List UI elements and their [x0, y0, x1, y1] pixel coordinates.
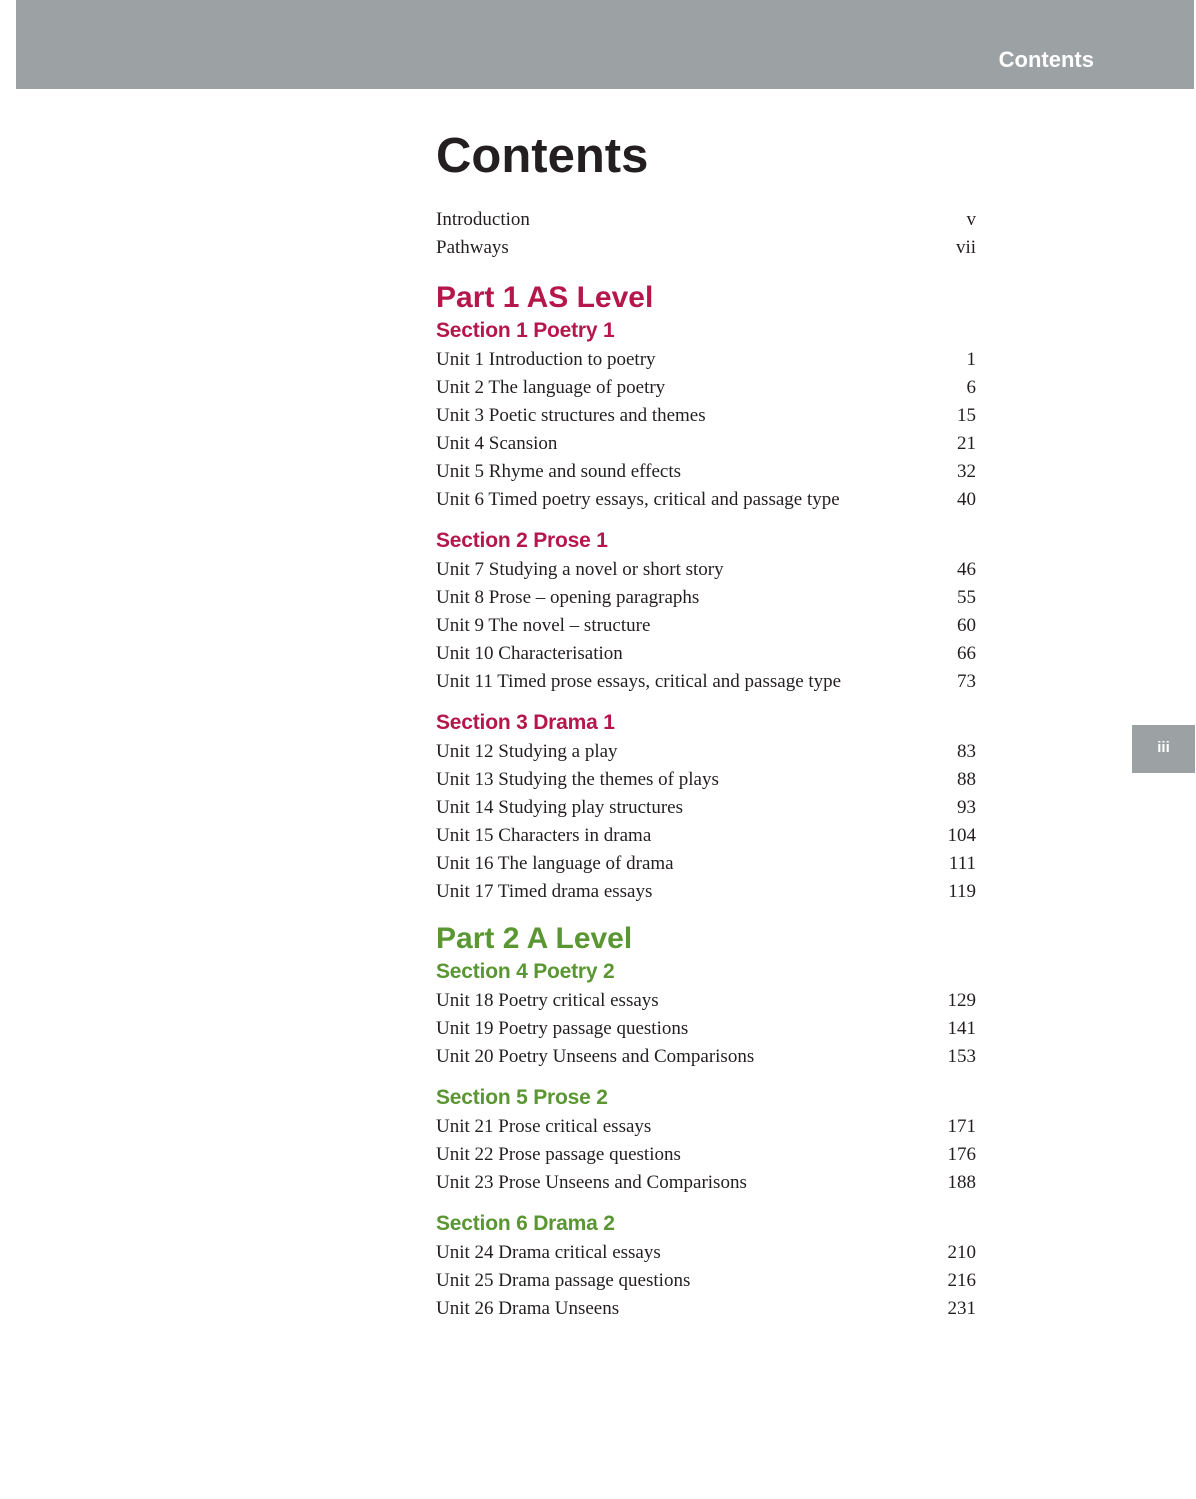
toc-entry-label: Unit 3 Poetic structures and themes — [436, 405, 706, 426]
unit-list — [436, 346, 976, 514]
toc-entry-page: 111 — [948, 853, 976, 874]
toc-entry-label: Unit 14 Studying play structures — [436, 797, 683, 818]
toc-entry-label: Unit 9 The novel – structure — [436, 615, 651, 636]
toc-entry[interactable] — [436, 234, 976, 262]
toc-entry-label: Unit 16 The language of drama — [436, 853, 674, 874]
toc-entry-page: 40 — [957, 489, 976, 510]
toc-entry[interactable] — [436, 346, 976, 374]
toc-entry-label: Unit 7 Studying a novel or short story — [436, 559, 724, 580]
part-heading: Part 2 A Level — [436, 922, 633, 955]
toc-entry-page: 171 — [947, 1116, 976, 1137]
unit-list — [436, 738, 976, 906]
toc-entry-label: Unit 25 Drama passage questions — [436, 1270, 691, 1291]
toc-entry-label: Unit 4 Scansion — [436, 433, 558, 454]
unit-list — [436, 556, 976, 696]
toc-entry-label: Unit 8 Prose – opening paragraphs — [436, 587, 700, 608]
toc-entry-page: 153 — [947, 1046, 976, 1067]
toc-entry-label: Introduction — [436, 209, 530, 230]
toc-entry-page: v — [966, 209, 976, 230]
toc-entry-page: 73 — [957, 671, 976, 692]
toc-entry-page: 60 — [957, 615, 976, 636]
toc-entry[interactable] — [436, 486, 976, 514]
toc-entry-page: vii — [955, 237, 976, 258]
toc-entry-page: 141 — [947, 1018, 976, 1039]
toc-entry[interactable] — [436, 458, 976, 486]
toc-entry-page: 210 — [947, 1242, 976, 1263]
toc-entry-label: Unit 6 Timed poetry essays, critical and passage type — [436, 489, 840, 510]
toc-entry[interactable] — [436, 878, 976, 906]
toc-entry-page: 231 — [947, 1298, 976, 1319]
toc-entry[interactable] — [436, 987, 976, 1015]
toc-entry[interactable] — [436, 668, 976, 696]
toc-entry-page: 1 — [966, 349, 976, 370]
page-title: Contents — [436, 129, 649, 183]
toc-entry[interactable] — [436, 1113, 976, 1141]
toc-entry-page: 176 — [947, 1144, 976, 1165]
section-heading: Section 2 Prose 1 — [436, 529, 608, 552]
toc-entry[interactable] — [436, 1169, 976, 1197]
toc-entry-label: Unit 21 Prose critical essays — [436, 1116, 652, 1137]
toc-entry-label: Unit 23 Prose Unseens and Comparisons — [436, 1172, 747, 1193]
toc-entry-label: Unit 26 Drama Unseens — [436, 1298, 620, 1319]
toc-entry-page: 66 — [957, 643, 976, 664]
toc-entry[interactable] — [436, 1267, 976, 1295]
toc-entry-page: 32 — [957, 461, 976, 482]
toc-entry-label: Unit 15 Characters in drama — [436, 825, 652, 846]
toc-entry[interactable] — [436, 640, 976, 668]
toc-entry-page: 15 — [957, 405, 976, 426]
toc-entry-label: Unit 13 Studying the themes of plays — [436, 769, 719, 790]
toc-entry[interactable] — [436, 1015, 976, 1043]
running-header-title: Contents — [998, 47, 1094, 72]
toc-entry-page: 83 — [957, 741, 976, 762]
toc-entry[interactable] — [436, 556, 976, 584]
toc-entry-page: 119 — [948, 881, 976, 902]
toc-entry-label: Unit 18 Poetry critical essays — [436, 990, 659, 1011]
section-heading: Section 6 Drama 2 — [436, 1212, 615, 1235]
toc-entry-label: Unit 17 Timed drama essays — [436, 881, 653, 902]
toc-entry-label: Pathways — [436, 237, 509, 258]
toc-entry-label: Unit 19 Poetry passage questions — [436, 1018, 689, 1039]
toc-entry-label: Unit 1 Introduction to poetry — [436, 349, 656, 370]
toc-entry[interactable] — [436, 850, 976, 878]
toc-entry-page: 93 — [957, 797, 976, 818]
section-heading: Section 4 Poetry 2 — [436, 960, 615, 983]
toc-entry[interactable] — [436, 206, 976, 234]
toc-entry[interactable] — [436, 766, 976, 794]
front-matter-list — [436, 206, 976, 262]
unit-list — [436, 1239, 976, 1323]
toc-entry[interactable] — [436, 584, 976, 612]
toc-entry[interactable] — [436, 1239, 976, 1267]
page-number: iii — [1157, 739, 1170, 756]
section-heading: Section 5 Prose 2 — [436, 1086, 608, 1109]
toc-entry-page: 104 — [947, 825, 976, 846]
toc-entry[interactable] — [436, 738, 976, 766]
toc-entry[interactable] — [436, 822, 976, 850]
toc-entry-label: Unit 2 The language of poetry — [436, 377, 666, 398]
toc-entry-page: 55 — [957, 587, 976, 608]
toc-entry-label: Unit 5 Rhyme and sound effects — [436, 461, 682, 482]
toc-entry-page: 188 — [947, 1172, 976, 1193]
toc-entry[interactable] — [436, 1043, 976, 1071]
toc-entry[interactable] — [436, 794, 976, 822]
section-heading: Section 1 Poetry 1 — [436, 319, 615, 342]
unit-list — [436, 1113, 976, 1197]
toc-entry-page: 88 — [957, 769, 976, 790]
toc-entry[interactable] — [436, 1141, 976, 1169]
part-heading: Part 1 AS Level — [436, 281, 654, 314]
toc-entry-label: Unit 22 Prose passage questions — [436, 1144, 681, 1165]
toc-entry[interactable] — [436, 430, 976, 458]
header-band — [16, 0, 1194, 89]
section-heading: Section 3 Drama 1 — [436, 711, 615, 734]
toc-entry[interactable] — [436, 1295, 976, 1323]
toc-entry-label: Unit 24 Drama critical essays — [436, 1242, 661, 1263]
toc-entry[interactable] — [436, 402, 976, 430]
toc-entry-page: 46 — [957, 559, 976, 580]
toc-entry-page: 21 — [957, 433, 976, 454]
page-number-tab — [1132, 725, 1195, 773]
table-of-contents — [436, 124, 976, 1323]
toc-entry-label: Unit 12 Studying a play — [436, 741, 618, 762]
toc-entry-page: 129 — [947, 990, 976, 1011]
toc-entry[interactable] — [436, 612, 976, 640]
unit-list — [436, 987, 976, 1071]
toc-entry[interactable] — [436, 374, 976, 402]
toc-entry-label: Unit 10 Characterisation — [436, 643, 623, 664]
toc-entry-label: Unit 20 Poetry Unseens and Comparisons — [436, 1046, 755, 1067]
toc-entry-page: 216 — [947, 1270, 976, 1291]
toc-entry-label: Unit 11 Timed prose essays, critical and passage type — [436, 671, 842, 692]
toc-entry-page: 6 — [966, 377, 976, 398]
